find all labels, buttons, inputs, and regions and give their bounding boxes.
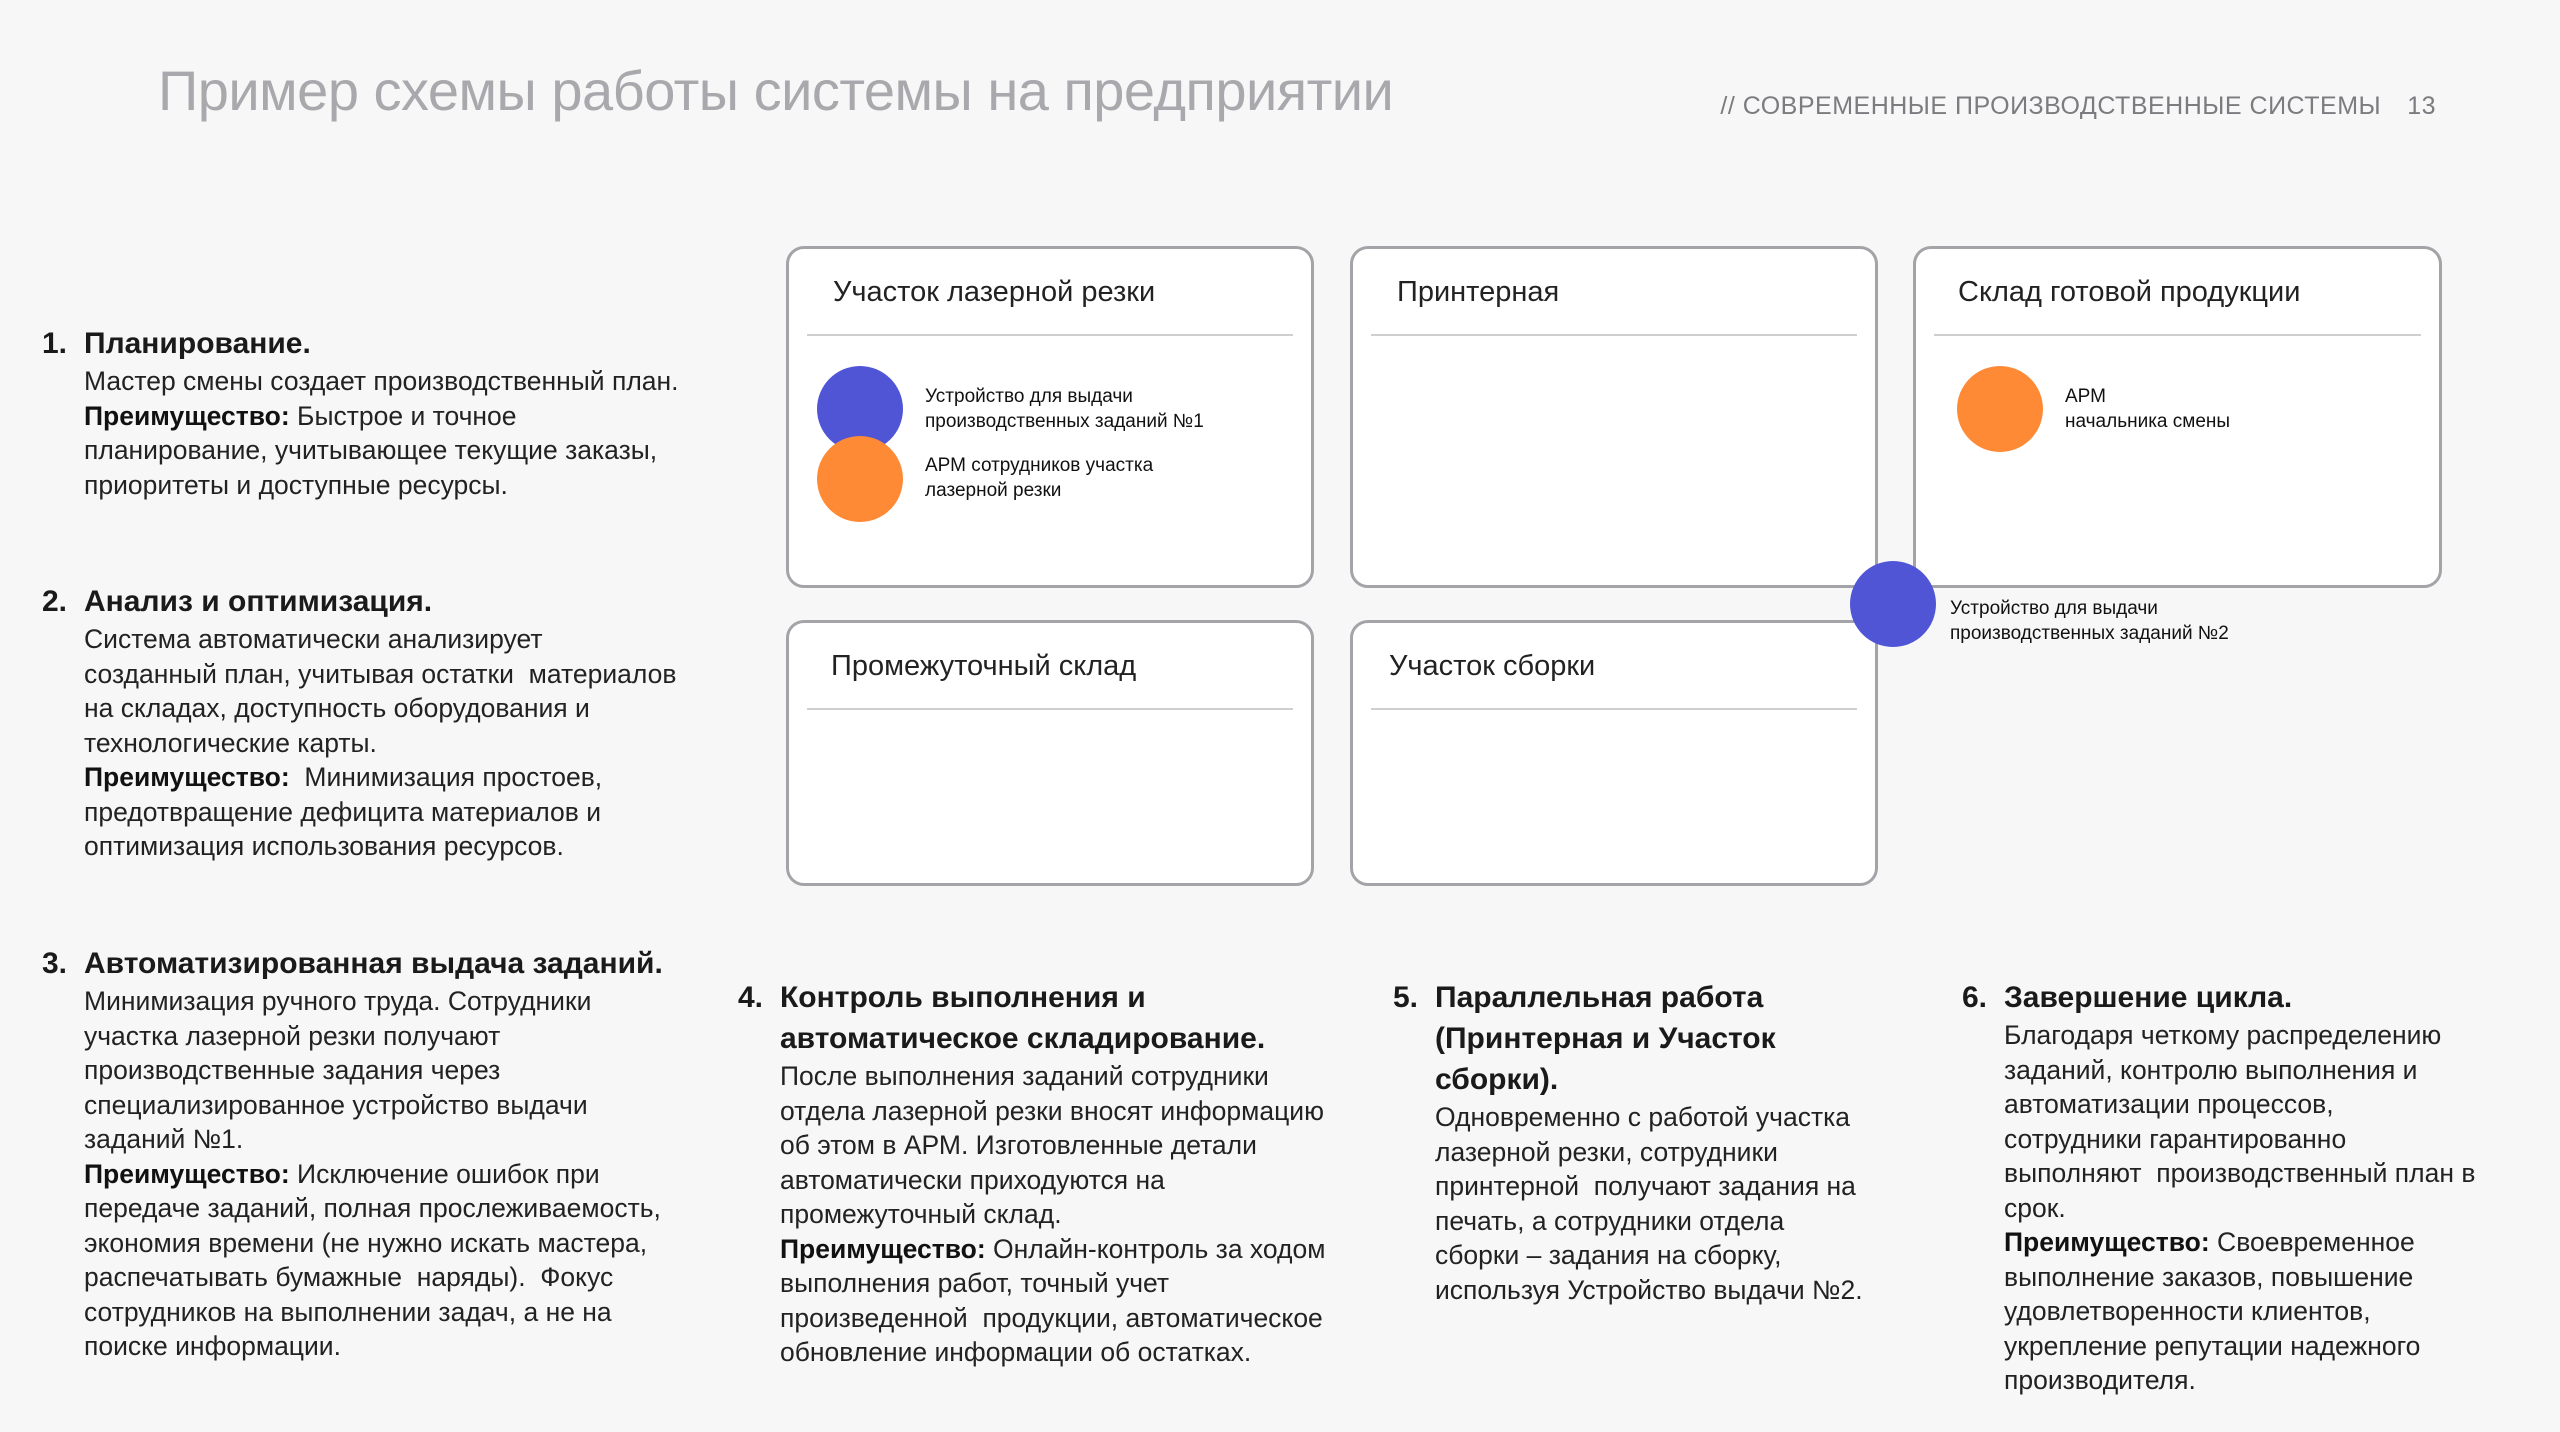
body-line: поиске информации. (84, 1331, 341, 1361)
body-line: производителя. (2004, 1365, 2196, 1395)
body-line: созданный план, учитывая остатки материалов (84, 658, 677, 689)
body-line: отдела лазерной резки вносят информацию (780, 1095, 1324, 1126)
box-title: Участок лазерной резки (833, 276, 1156, 308)
box-title: Принтерная (1397, 276, 1560, 308)
body-line: печать, а сотрудники отдела (1435, 1205, 1785, 1236)
step-heading (42, 943, 692, 984)
arm-laser-marker (817, 436, 903, 522)
body-line: Система автоматически анализирует (84, 624, 543, 654)
body-line: Одновременно с работой участка (1435, 1102, 1851, 1132)
divider (807, 708, 1293, 710)
section-header (1720, 92, 2436, 121)
divider (1371, 708, 1857, 710)
body-line: Преимущество: Быстрое и точное (84, 400, 517, 431)
device-2-marker (1850, 561, 1936, 647)
device-2-label: Устройство для выдачи производственных заданий №2 (1950, 598, 2229, 644)
divider (1371, 334, 1857, 336)
body-line: укрепление репутации надежного (2004, 1330, 2421, 1361)
body-line: удовлетворенности клиентов, (2004, 1296, 2371, 1326)
step-title: Завершение цикла. (2004, 981, 2293, 1014)
body-line: произведенной продукции, автоматическое (780, 1302, 1323, 1333)
body-line: сотрудников на выполнении задач, а не на (84, 1296, 612, 1327)
body-line: автоматизации процессов, (2004, 1089, 2334, 1119)
section-label: // СОВРЕМЕННЫЕ ПРОИЗВОДСТВЕННЫЕ СИСТЕМЫ (1720, 92, 2382, 120)
step-number: 6. (1962, 981, 1988, 1014)
step-number: 1. (42, 327, 68, 360)
step-number: 2. (42, 585, 68, 618)
body-line: на складах, доступность оборудования и (84, 693, 590, 723)
body-line: принтерной получают задания на (1435, 1171, 1856, 1201)
slide-title: Пример схемы работы системы на предприятии (158, 59, 1394, 122)
step-6-cycle-completion (1962, 977, 2522, 1398)
body-line: промежуточный склад. (780, 1199, 1062, 1229)
body-line: лазерной резки, сотрудники (1435, 1136, 1778, 1167)
step-title: Параллельная работа (Принтерная и Участок сборки). (1435, 981, 1776, 1096)
box-printer (1350, 246, 1878, 588)
step-heading (1393, 977, 1893, 1100)
body-line: Преимущество: Онлайн-контроль за ходом (780, 1233, 1326, 1264)
body-line: срок. (2004, 1192, 2066, 1223)
step-heading (42, 581, 692, 622)
step-5-parallel-work (1393, 977, 1893, 1307)
body-line: После выполнения заданий сотрудники (780, 1061, 1269, 1091)
body-line: автоматически приходуются на (780, 1164, 1165, 1195)
step-title: Планирование. (84, 327, 311, 360)
body-line: специализированное устройство выдачи (84, 1089, 588, 1120)
box-assembly (1350, 620, 1878, 886)
body-line: выполняют производственный план в (2004, 1158, 2476, 1188)
arm-chief-marker (1957, 366, 2043, 452)
body-line: предотвращение дефицита материалов и (84, 796, 602, 827)
body-line: Минимизация ручного труда. Сотрудники (84, 986, 592, 1016)
step-body (42, 984, 692, 1364)
device-1-label: Устройство для выдачи производственных заданий №1 (925, 386, 1204, 432)
step-heading (1962, 977, 2522, 1018)
step-body (738, 1059, 1398, 1370)
body-line: заданий, контролю выполнения и (2004, 1054, 2418, 1085)
step-2-analysis (42, 581, 692, 864)
body-line: Преимущество: Исключение ошибок при (84, 1158, 600, 1189)
advantage-label: Преимущество: (84, 400, 290, 431)
body-line: передаче заданий, полная прослеживаемость, (84, 1193, 661, 1223)
body-line: сотрудники гарантированно (2004, 1123, 2347, 1154)
divider (1934, 334, 2421, 336)
step-number: 4. (738, 981, 764, 1014)
body-line: Преимущество: Своевременное (2004, 1227, 2415, 1257)
step-number: 5. (1393, 981, 1419, 1014)
page-number: 13 (2407, 92, 2436, 120)
step-heading (738, 977, 1398, 1059)
body-line: выполнения работ, точный учет (780, 1268, 1170, 1298)
step-title: Автоматизированная выдача заданий. (84, 947, 663, 980)
step-body (42, 364, 692, 502)
step-title: Контроль выполнения и автоматическое складирование. (780, 981, 1266, 1055)
step-3-task-dispatch (42, 943, 692, 1364)
step-heading (42, 323, 692, 364)
step-4-control (738, 977, 1398, 1370)
box-intermediate-warehouse (786, 620, 1314, 886)
advantage-label: Преимущество: (2004, 1227, 2210, 1257)
body-line: выполнение заказов, повышение (2004, 1261, 2414, 1292)
body-line: планирование, учитывающее текущие заказы, (84, 435, 658, 465)
step-title: Анализ и оптимизация. (84, 585, 433, 618)
body-line: распечатывать бумажные наряды). Фокус (84, 1262, 614, 1292)
body-line: участка лазерной резки получают (84, 1020, 501, 1051)
arm-chief-label: АРМ начальника смены (2065, 386, 2231, 432)
body-line: об этом в АРМ. Изготовленные детали (780, 1130, 1257, 1160)
body-line: Благодаря четкому распределению (2004, 1020, 2442, 1050)
step-body (42, 622, 692, 864)
body-line: экономия времени (не нужно искать мастера, (84, 1227, 648, 1258)
arm-laser-label: АРМ сотрудников участка лазерной резки (925, 455, 1154, 501)
advantage-label: Преимущество: (84, 762, 290, 792)
advantage-label: Преимущество: (84, 1158, 290, 1189)
advantage-label: Преимущество: (780, 1233, 986, 1264)
step-1-planning (42, 323, 692, 502)
step-number: 3. (42, 947, 68, 980)
body-line: производственные задания через (84, 1055, 501, 1085)
body-line: Мастер смены создает производственный план. (84, 366, 679, 396)
box-title: Склад готовой продукции (1958, 276, 2301, 308)
step-body (1962, 1018, 2522, 1398)
body-line: приоритеты и доступные ресурсы. (84, 469, 508, 500)
body-line: технологические карты. (84, 727, 377, 758)
box-title: Промежуточный склад (831, 650, 1137, 682)
box-title: Участок сборки (1389, 650, 1596, 682)
body-line: обновление информации об остатках. (780, 1337, 1252, 1367)
body-line: оптимизация использования ресурсов. (84, 831, 564, 861)
step-body (1393, 1100, 1893, 1307)
body-line: Преимущество: Минимизация простоев, (84, 762, 603, 792)
body-line: сборки – задания на сборку, (1435, 1240, 1782, 1270)
body-line: заданий №1. (84, 1124, 244, 1154)
body-line: используя Устройство выдачи №2. (1435, 1274, 1863, 1305)
divider (807, 334, 1293, 336)
